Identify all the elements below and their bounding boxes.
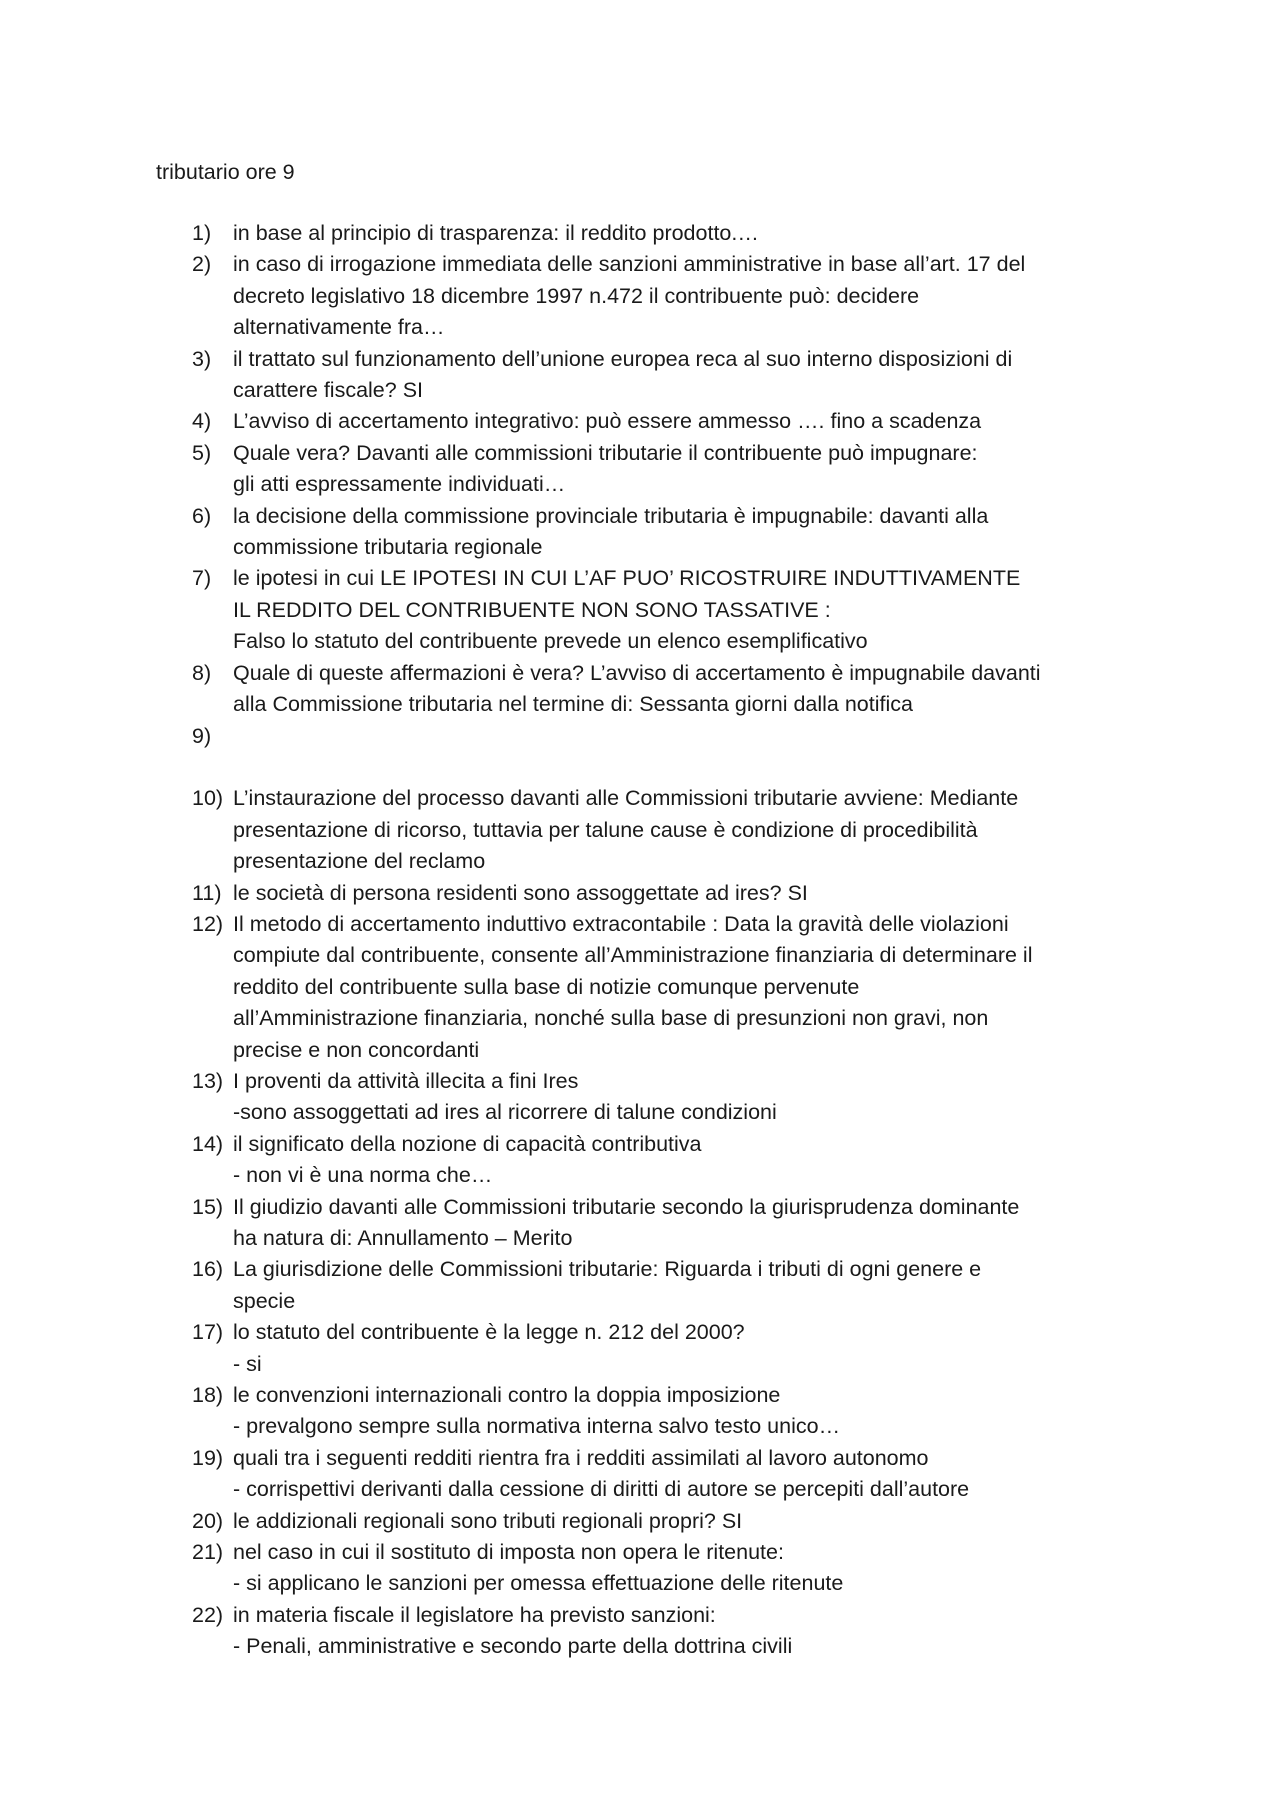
item-text-line: - corrispettivi derivanti dalla cessione di diritti di autore se percepiti dall’autore bbox=[233, 1477, 970, 1502]
item-number: 13) bbox=[192, 1068, 224, 1093]
item-text-line: - non vi è una norma che… bbox=[233, 1163, 493, 1188]
item-text-line: presentazione del reclamo bbox=[233, 849, 486, 874]
list-item bbox=[192, 438, 1192, 501]
item-text-line: L’instaurazione del processo davanti alle Commissioni tributarie avviene: Mediante bbox=[233, 786, 1019, 811]
list-item bbox=[192, 1317, 1192, 1380]
item-number: 2) bbox=[192, 252, 212, 277]
item-number: 20) bbox=[192, 1508, 224, 1533]
item-text-line: L’avviso di accertamento integrativo: può essere ammesso …. fino a scadenza bbox=[233, 409, 982, 434]
item-text-line: - Penali, amministrative e secondo parte della dottrina civili bbox=[233, 1634, 793, 1659]
item-text-line: decreto legislativo 18 dicembre 1997 n.472 il contribuente può: decidere bbox=[233, 283, 920, 308]
item-text-line: compiute dal contribuente, consente all’Amministrazione finanziaria di determinare il bbox=[233, 943, 1033, 968]
item-text-line: - si applicano le sanzioni per omessa effettuazione delle ritenute bbox=[233, 1571, 844, 1596]
item-number: 1) bbox=[192, 221, 212, 245]
list-item bbox=[192, 721, 1192, 752]
item-text-line: Falso lo statuto del contribuente prevede un elenco esemplificativo bbox=[233, 629, 868, 654]
item-number: 17) bbox=[192, 1320, 224, 1345]
list-item bbox=[192, 1129, 1192, 1192]
item-text-line: reddito del contribuente sulla base di notizie comunque pervenute bbox=[233, 974, 860, 999]
item-text-line: La giurisdizione delle Commissioni tributarie: Riguarda i tributi di ogni genere e bbox=[233, 1257, 982, 1282]
item-text-line: Quale di queste affermazioni è vera? L’avviso di accertamento è impugnabile davanti bbox=[233, 660, 1041, 685]
item-text-line: precise e non concordanti bbox=[233, 1037, 480, 1062]
item-text-line: il significato della nozione di capacità contributiva bbox=[233, 1131, 702, 1156]
item-text-line: Il metodo di accertamento induttivo extracontabile : Data la gravità delle violazioni bbox=[233, 911, 1009, 936]
item-text-line: -sono assoggettati ad ires al ricorrere di talune condizioni bbox=[233, 1100, 777, 1125]
item-number: 19) bbox=[192, 1445, 224, 1470]
item-text-line: commissione tributaria regionale bbox=[233, 535, 543, 560]
list-item bbox=[192, 1443, 1192, 1506]
item-text-line: in base al principio di trasparenza: il reddito prodotto.… bbox=[233, 221, 759, 245]
item-text-line: alternativamente fra… bbox=[233, 315, 445, 340]
item-number: 6) bbox=[192, 503, 212, 528]
item-number: 12) bbox=[192, 911, 224, 936]
item-number: 11) bbox=[192, 880, 222, 905]
item-text-line: presentazione di ricorso, tuttavia per talune cause è condizione di procedibilità bbox=[233, 817, 978, 842]
item-number: 4) bbox=[192, 409, 212, 434]
item-text-line: le convenzioni internazionali contro la doppia imposizione bbox=[233, 1383, 781, 1408]
item-text-line: all’Amministrazione finanziaria, nonché sulla base di presunzioni non gravi, non bbox=[233, 1006, 989, 1031]
item-text-line: Il giudizio davanti alle Commissioni tributarie secondo la giurisprudenza dominante bbox=[233, 1194, 1020, 1219]
item-text-line: alla Commissione tributaria nel termine di: Sessanta giorni dalla notifica bbox=[233, 692, 913, 717]
list-item bbox=[192, 1506, 1192, 1537]
item-text-line: la decisione della commissione provinciale tributaria è impugnabile: davanti alla bbox=[233, 503, 989, 528]
item-number: 15) bbox=[192, 1194, 224, 1219]
item-text-line: gli atti espressamente individuati… bbox=[233, 472, 566, 497]
item-text-line: carattere fiscale? SI bbox=[233, 378, 424, 403]
item-number: 3) bbox=[192, 346, 212, 371]
item-text-line: Quale vera? Davanti alle commissioni tributarie il contribuente può impugnare: bbox=[233, 440, 978, 465]
list-item bbox=[192, 406, 1192, 437]
item-number: 21) bbox=[192, 1540, 224, 1565]
item-text-line: I proventi da attività illecita a fini Ires bbox=[233, 1068, 579, 1093]
item-text-line: le addizionali regionali sono tributi regionali propri? SI bbox=[233, 1508, 743, 1533]
list-item bbox=[192, 1254, 1192, 1317]
list-item bbox=[192, 1192, 1192, 1255]
item-text-line: - si bbox=[233, 1351, 262, 1376]
list-item bbox=[192, 1600, 1192, 1663]
item-number: 5) bbox=[192, 440, 212, 465]
item-text-line: quali tra i seguenti redditi rientra fra i redditi assimilati al lavoro autonomo bbox=[233, 1445, 929, 1470]
list-item bbox=[192, 218, 1192, 249]
list-item bbox=[192, 1380, 1192, 1443]
question-list bbox=[192, 218, 1192, 1663]
list-item bbox=[192, 344, 1192, 407]
item-text-line: - prevalgono sempre sulla normativa interna salvo testo unico… bbox=[233, 1414, 841, 1439]
item-text-line: in caso di irrogazione immediata delle sanzioni amministrative in base all’art. 17 del bbox=[233, 252, 1026, 277]
item-number: 14) bbox=[192, 1131, 224, 1156]
item-number: 10) bbox=[192, 786, 224, 811]
item-text-line: IL REDDITO DEL CONTRIBUENTE NON SONO TASSATIVE : bbox=[233, 597, 831, 622]
document-title: tributario ore 9 bbox=[156, 160, 295, 184]
item-number: 16) bbox=[192, 1257, 224, 1282]
item-text-line: nel caso in cui il sostituto di imposta non opera le ritenute: bbox=[233, 1540, 784, 1565]
item-text-line bbox=[233, 721, 1192, 752]
list-item bbox=[192, 909, 1192, 1066]
list-item bbox=[192, 1066, 1192, 1129]
list-item bbox=[192, 1537, 1192, 1600]
item-number: 7) bbox=[192, 566, 212, 591]
item-text-line: le società di persona residenti sono assoggettate ad ires? SI bbox=[233, 880, 808, 905]
list-item bbox=[192, 563, 1192, 657]
item-number: 8) bbox=[192, 660, 212, 685]
list-item bbox=[192, 658, 1192, 721]
item-text-line: specie bbox=[233, 1288, 296, 1313]
item-number: 18) bbox=[192, 1383, 224, 1408]
item-text-line: ha natura di: Annullamento – Merito bbox=[233, 1225, 573, 1250]
list-item bbox=[192, 878, 1192, 909]
list-item bbox=[192, 783, 1192, 877]
item-number: 9) bbox=[192, 723, 212, 748]
item-text-line: lo statuto del contribuente è la legge n. 212 del 2000? bbox=[233, 1320, 745, 1345]
item-number: 22) bbox=[192, 1602, 224, 1627]
item-text-line: in materia fiscale il legislatore ha previsto sanzioni: bbox=[233, 1602, 716, 1627]
item-text-line: le ipotesi in cui LE IPOTESI IN CUI L’AF PUO’ RICOSTRUIRE INDUTTIVAMENTE bbox=[233, 566, 1021, 591]
item-text-line: il trattato sul funzionamento dell’unione europea reca al suo interno disposizioni di bbox=[233, 346, 1013, 371]
list-item bbox=[192, 501, 1192, 564]
list-item bbox=[192, 249, 1192, 343]
